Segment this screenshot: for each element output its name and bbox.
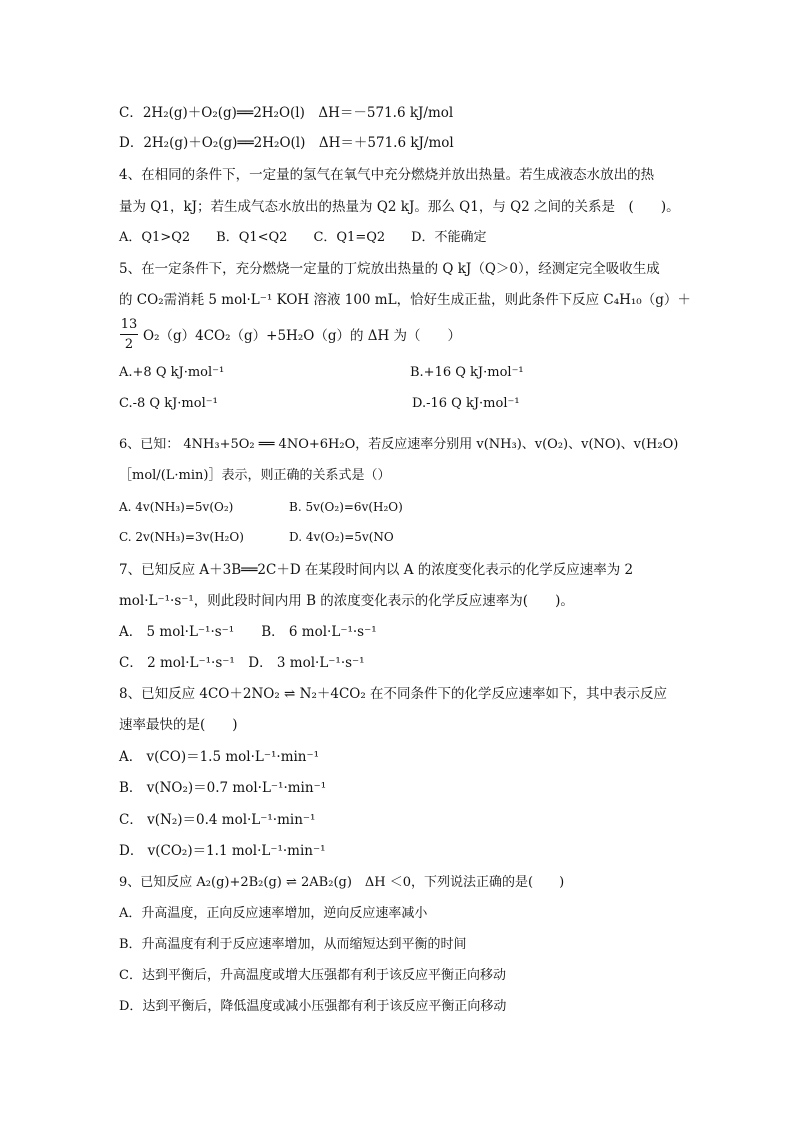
q5-option-b: B.+16 Q kJ·mol⁻¹ — [410, 365, 524, 380]
fraction-denominator: 2 — [124, 337, 134, 352]
q9-option-b: B．升高温度有利于反应速率增加，从而缩短达到平衡的时间 — [119, 937, 467, 952]
q6-option-b: B. 5v(O₂)=6v(H₂O) — [289, 500, 403, 514]
q6-stem-line2: ［mol/(L·min)］表示，则正确的关系式是（） — [119, 468, 391, 483]
q5-stem-line2: 的 CO₂需消耗 5 mol·L⁻¹ KOH 溶液 100 mL，恰好生成正盐，则此条件下反应 C₄H₁₀（g）＋ — [119, 292, 691, 308]
q8-option-c: C． v(N₂)＝0.4 mol·L⁻¹·min⁻¹ — [119, 812, 316, 828]
q9-option-a: A．升高温度，正向反应速率增加，逆向反应速率减小 — [119, 906, 428, 921]
q6-stem-line1: 6、已知： 4NH₃+5O₂ ══ 4NO+6H₂O，若反应速率分别用 v(NH₃)、v(O₂)、v(NO)、v(H₂O) — [119, 437, 679, 452]
q6-option-c: C. 2v(NH₃)=3v(H₂O) — [119, 530, 244, 544]
q9-stem: 9、已知反应 A₂(g)+2B₂(g) ⇌ 2AB₂(g) ΔH ＜0，下列说法正确的是( ) — [119, 875, 565, 890]
q9-option-c: C．达到平衡后，升高温度或增大压强都有利于该反应平衡正向移动 — [119, 968, 506, 983]
fraction-bar — [120, 334, 138, 335]
q8-option-a: A． v(CO)＝1.5 mol·L⁻¹·min⁻¹ — [119, 749, 320, 765]
q3-option-d: D．2H₂(g)＋O₂(g)══2H₂O(l) ΔH＝＋571.6 kJ/mol — [119, 135, 454, 151]
q9-option-d: D．达到平衡后，降低温度或减小压强都有利于该反应平衡正向移动 — [119, 999, 507, 1014]
q7-options-cd: C． 2 mol·L⁻¹·s⁻¹ D． 3 mol·L⁻¹·s⁻¹ — [119, 655, 365, 671]
q7-stem-line2: mol·L⁻¹·s⁻¹，则此段时间内用 B 的浓度变化表示的化学反应速率为( )。 — [119, 593, 574, 609]
q6-option-a: A. 4v(NH₃)=5v(O₂) — [119, 500, 234, 514]
fraction-numerator: 13 — [120, 317, 138, 332]
q5-stem-line3: O₂（g）4CO₂（g）+5H₂O（g）的 ΔH 为（ ） — [143, 328, 462, 344]
q5-option-a: A.+8 Q kJ·mol⁻¹ — [119, 365, 225, 380]
q8-option-b: B． v(NO₂)＝0.7 mol·L⁻¹·min⁻¹ — [119, 780, 327, 796]
q5-option-d: D.-16 Q kJ·mol⁻¹ — [412, 396, 520, 411]
q8-stem-line2: 速率最快的是( ) — [119, 717, 238, 733]
q5-option-c: C.-8 Q kJ·mol⁻¹ — [119, 396, 218, 411]
q6-option-d: D. 4v(O₂)=5v(NO — [289, 530, 394, 544]
q3-option-c: C．2H₂(g)＋O₂(g)══2H₂O(l) ΔH＝－571.6 kJ/mol — [119, 105, 454, 121]
q4-options: A．Q1>Q2 B．Q1<Q2 C．Q1=Q2 D．不能确定 — [119, 230, 487, 245]
q4-stem-line1: 4、在相同的条件下，一定量的氢气在氧气中充分燃烧并放出热量。若生成液态水放出的热 — [119, 167, 655, 183]
q7-options-ab: A． 5 mol·L⁻¹·s⁻¹ B． 6 mol·L⁻¹·s⁻¹ — [119, 624, 377, 640]
q5-fraction — [119, 316, 139, 353]
q8-stem-line1: 8、已知反应 4CO＋2NO₂ ⇌ N₂＋4CO₂ 在不同条件下的化学反应速率如下，其中表示反应 — [119, 686, 668, 702]
q8-option-d: D． v(CO₂)＝1.1 mol·L⁻¹·min⁻¹ — [119, 843, 326, 859]
q5-stem-line1: 5、在一定条件下，充分燃烧一定量的丁烷放出热量的 Q kJ（Q＞0），经测定完全吸收生成 — [119, 261, 660, 277]
q7-stem-line1: 7、已知反应 A＋3B══2C＋D 在某段时间内以 A 的浓度变化表示的化学反应速率为 2 — [119, 562, 634, 578]
q4-stem-line2: 量为 Q1，kJ；若生成气态水放出的热量为 Q2 kJ。那么 Q1，与 Q2 之间的关系是 ( )。 — [119, 199, 680, 215]
